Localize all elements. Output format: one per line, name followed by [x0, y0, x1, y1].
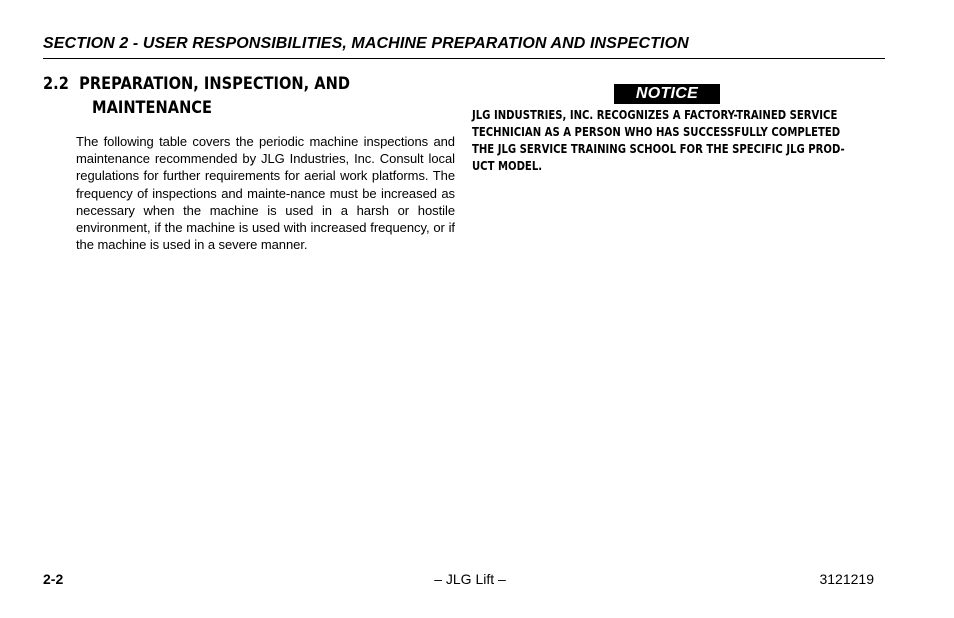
- heading-line-1: [43, 72, 404, 96]
- footer-title: – JLG Lift –: [434, 571, 506, 587]
- section-header: SECTION 2 - USER RESPONSIBILITIES, MACHINE PREPARATION AND INSPECTION: [43, 35, 689, 52]
- notice-line: THE JLG SERVICE TRAINING SCHOOL FOR THE SPECIFIC JLG PROD-: [472, 142, 845, 156]
- section-number: 2.2: [43, 74, 69, 94]
- notice-line: JLG INDUSTRIES, INC. RECOGNIZES A FACTORY-TRAINED SERVICE: [472, 108, 838, 122]
- body-paragraph: The following table covers the periodic machine inspections and maintenance recommended by JLG Industries, Inc. Consult local regulations for further requirements for aerial work platforms. The frequency of inspections and mainte-nance must be increased as necessary when the machine is used in a harsh or hostile environment, if the machine is used with increased frequency, or if the machine is used in a severe manner.: [76, 134, 455, 253]
- document-number: 3121219: [819, 571, 874, 587]
- notice-line: TECHNICIAN AS A PERSON WHO HAS SUCCESSFULLY COMPLETED: [472, 125, 841, 139]
- notice-badge: NOTICE: [614, 84, 720, 104]
- notice-line: UCT MODEL.: [472, 159, 543, 173]
- header-divider: [43, 58, 885, 59]
- heading-title-line1: PREPARATION, INSPECTION, AND: [79, 74, 350, 94]
- section-heading: [43, 72, 404, 120]
- heading-title-line2: MAINTENANCE: [92, 98, 213, 118]
- page-number: 2-2: [43, 571, 64, 587]
- notice-text: [472, 107, 884, 175]
